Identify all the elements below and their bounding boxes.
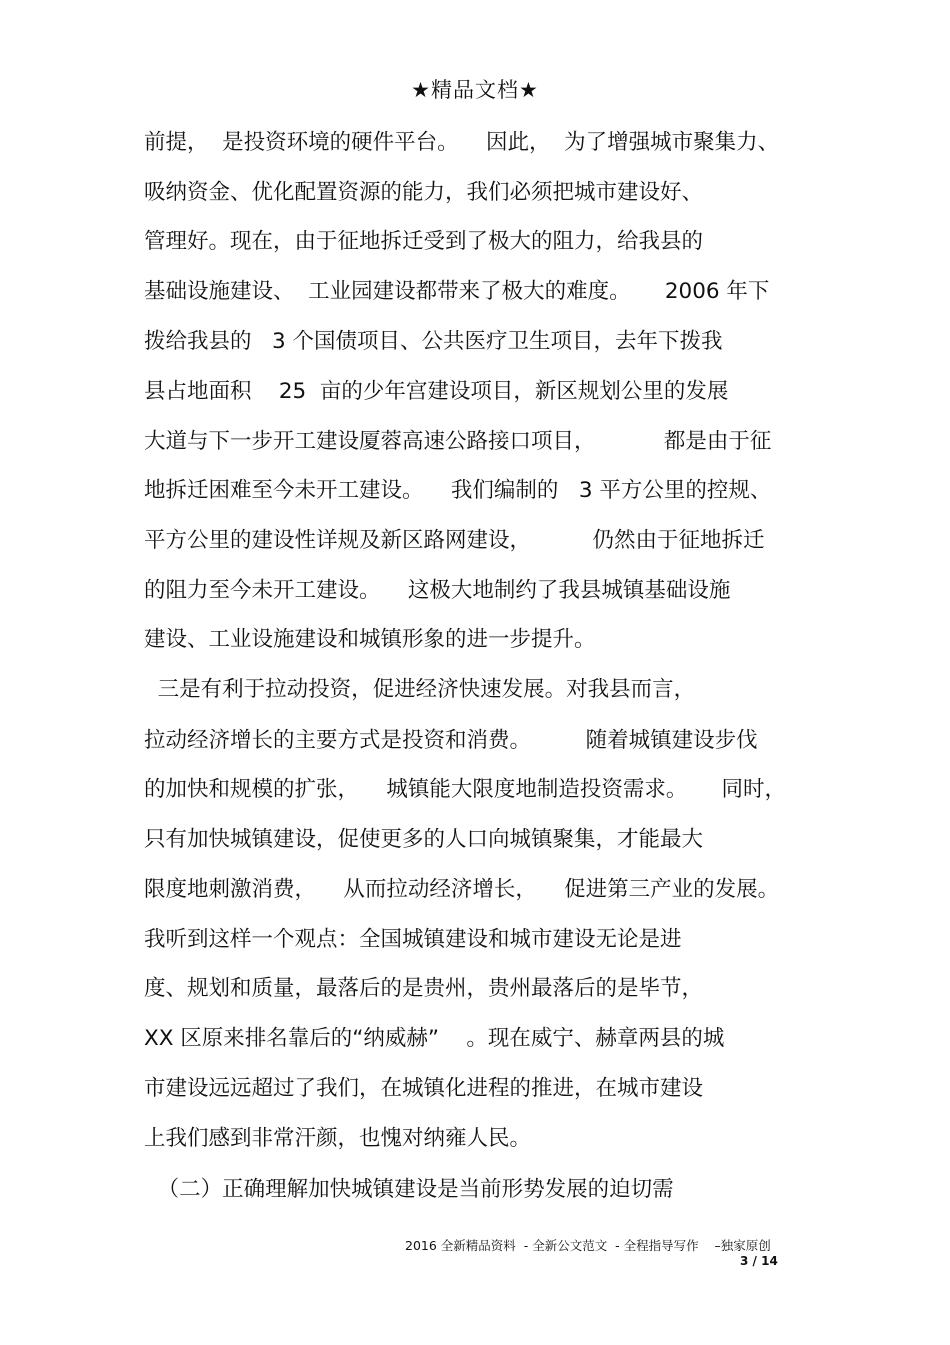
body-line: 平方公里的建设性详规及新区路网建设， 仍然由于征地拆迁 xyxy=(144,528,765,553)
body-line: 三是有利于拉动投资，促进经济快速发展。对我县而言， xyxy=(144,677,696,702)
body-line: 的加快和规模的扩张， 城镇能大限度地制造投资需求。 同时， xyxy=(144,777,787,802)
body-line: 的阻力至今未开工建设。 这极大地制约了我县城镇基础设施 xyxy=(144,578,731,603)
page-header: ★精品文档★ xyxy=(411,78,539,102)
body-line: 只有加快城镇建设，促使更多的人口向城镇聚集，才能最大 xyxy=(144,827,704,852)
body-line: 地拆迁困难至今未开工建设。 我们编制的 3 平方公里的控规、 xyxy=(144,478,772,503)
body-line: 拨给我县的 3 个国债项目、公共医疗卫生项目，去年下拨我 xyxy=(144,329,723,354)
body-line: 拉动经济增长的主要方式是投资和消费。 随着城镇建设步伐 xyxy=(144,728,758,753)
body-line: 吸纳资金、优化配置资源的能力，我们必须把城市建设好、 xyxy=(144,180,704,205)
body-line: 上我们感到非常汗颜，也愧对纳雍人民。 xyxy=(144,1126,532,1151)
body-line: 限度地刺激消费， 从而拉动经济增长， 促进第三产业的发展。 xyxy=(144,877,780,902)
body-line: 建设、工业设施建设和城镇形象的进一步提升。 xyxy=(144,627,596,652)
body-line: 管理好。现在，由于征地拆迁受到了极大的阻力，给我县的 xyxy=(144,229,704,254)
body-line: 基础设施建设、 工业园建设都带来了极大的难度。 2006 年下 xyxy=(144,279,770,304)
body-line: （二）正确理解加快城镇建设是当前形势发展的迫切需 xyxy=(144,1177,674,1202)
page-number: 3 / 14 xyxy=(740,1254,778,1268)
body-line: 县占地面积 25 亩的少年宫建设项目，新区规划公里的发展 xyxy=(144,379,729,404)
body-line: 我听到这样一个观点：全国城镇建设和城市建设无论是进 xyxy=(144,927,682,952)
body-line: 大道与下一步开工建设厦蓉高速公路接口项目， 都是由于征 xyxy=(144,429,772,454)
body-line: 前提， 是投资环境的硬件平台。 因此， 为了增强城市聚集力、 xyxy=(144,130,780,155)
body-line: 市建设远远超过了我们，在城镇化进程的推进，在城市建设 xyxy=(144,1076,704,1101)
page-footer: 2016 全新精品资料 - 全新公文范文 - 全程指导写作 –独家原创 xyxy=(405,1238,771,1253)
body-line: XX 区原来排名靠后的“纳威赫” 。现在威宁、赫章两县的城 xyxy=(144,1026,725,1051)
body-line: 度、规划和质量，最落后的是贵州，贵州最落后的是毕节， xyxy=(144,976,704,1001)
